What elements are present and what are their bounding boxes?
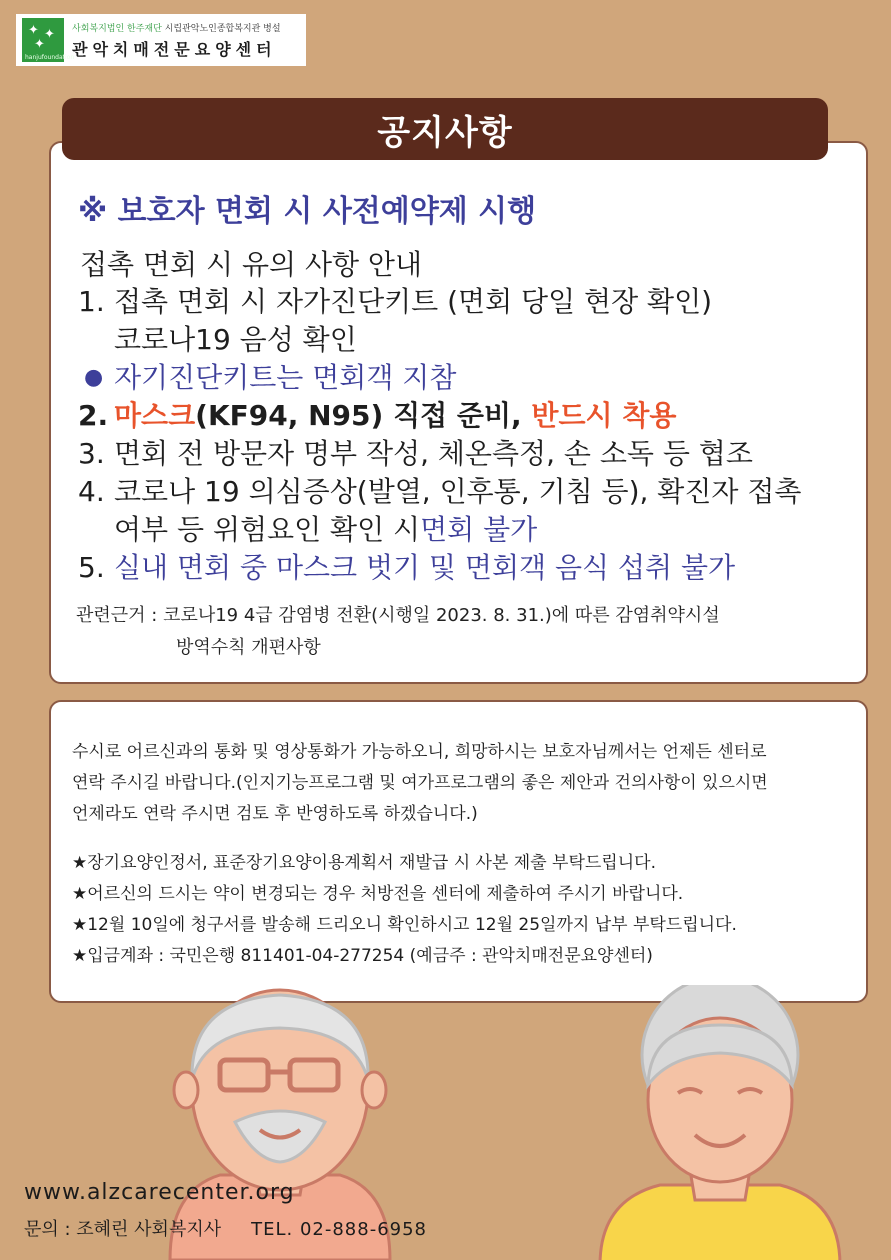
note-item: ★장기요양인정서, 표준장기요양이용계획서 재발급 시 사본 제출 부탁드립니다. [72, 853, 656, 873]
list-item: 4. 코로나 19 의심증상(발열, 인후통, 기침 등), 확진자 접촉 [78, 475, 802, 508]
list-item-continuation: 여부 등 위험요인 확인 시 면회 불가 [114, 513, 538, 546]
note-item: ★12월 10일에 청구서를 발송해 드리오니 확인하시고 12월 25일까지 납부 부탁드립니다. [72, 915, 737, 935]
note-item: ★어르신의 드시는 약이 변경되는 경우 처방전을 센터에 제출하여 주시기 바랍니다. [72, 884, 684, 904]
logo-name: 관악치매전문요양센터 [72, 39, 277, 59]
footer [24, 1180, 427, 1241]
legal-basis: 관련근거 : 코로나19 4급 감염병 전환(시행일 2023. 8. 31.)에 따른 감염취약시설 방역수칙 개편사항 [76, 605, 720, 658]
list-item-continuation: 코로나19 음성 확인 [114, 323, 357, 356]
list-item: 5. 실내 면회 중 마스크 벗기 및 면회객 음식 섭취 불가 [78, 551, 736, 584]
logo-subtitle: 사회복지법인 한주재단 시립관악노인종합복지관 병설 [72, 23, 281, 34]
notice-headline: ※ 보호자 면회 시 사전예약제 시행 [78, 194, 537, 229]
bullet-icon: ● [84, 365, 104, 390]
foundation-logo-icon: ✦ ✦ ✦ hanjufoundation [22, 18, 64, 62]
list-item: 2. 마스크(KF94, N95) 직접 준비, 반드시 착용 [78, 399, 677, 432]
list-item-bullet: ● 자기진단키트는 면회객 지참 [78, 359, 858, 397]
grandmother-illustration [590, 985, 850, 1260]
contact-info: 문의 : 조혜린 사회복지사 TEL. 02-888-6958 [24, 1219, 428, 1240]
notice-list [78, 283, 858, 587]
notice-title-bar [62, 98, 828, 160]
phone-number[interactable]: TEL. 02-888-6958 [251, 1219, 428, 1240]
info-notes [72, 848, 852, 972]
note-item: ★입금계좌 : 국민은행 811401-04-277254 (예금주 : 관악치매전문요양센터) [72, 946, 653, 966]
list-item: 3. 면회 전 방문자 명부 작성, 체온측정, 손 소독 등 협조 [78, 437, 753, 470]
info-paragraph: 수시로 어르신과의 통화 및 영상통화가 가능하오니, 희망하시는 보호자님께서는 언제든 센터로 연락 주시길 바랍니다.(인지기능프로그램 및 여가프로그램의 좋은 제안과 건의사항이 있으시면 언제라도 연락 주시면 검토 후 반영하도록 하겠습니다.) [72, 742, 768, 824]
notice-title: 공지사항 [377, 112, 513, 153]
website-link[interactable]: www.alzcarecenter.org [24, 1180, 295, 1205]
notice-subheading: 접촉 면회 시 유의 사항 안내 [80, 248, 423, 281]
list-item: 1. 접촉 면회 시 자가진단키트 (면회 당일 현장 확인) [78, 285, 713, 318]
center-logo [16, 14, 306, 66]
